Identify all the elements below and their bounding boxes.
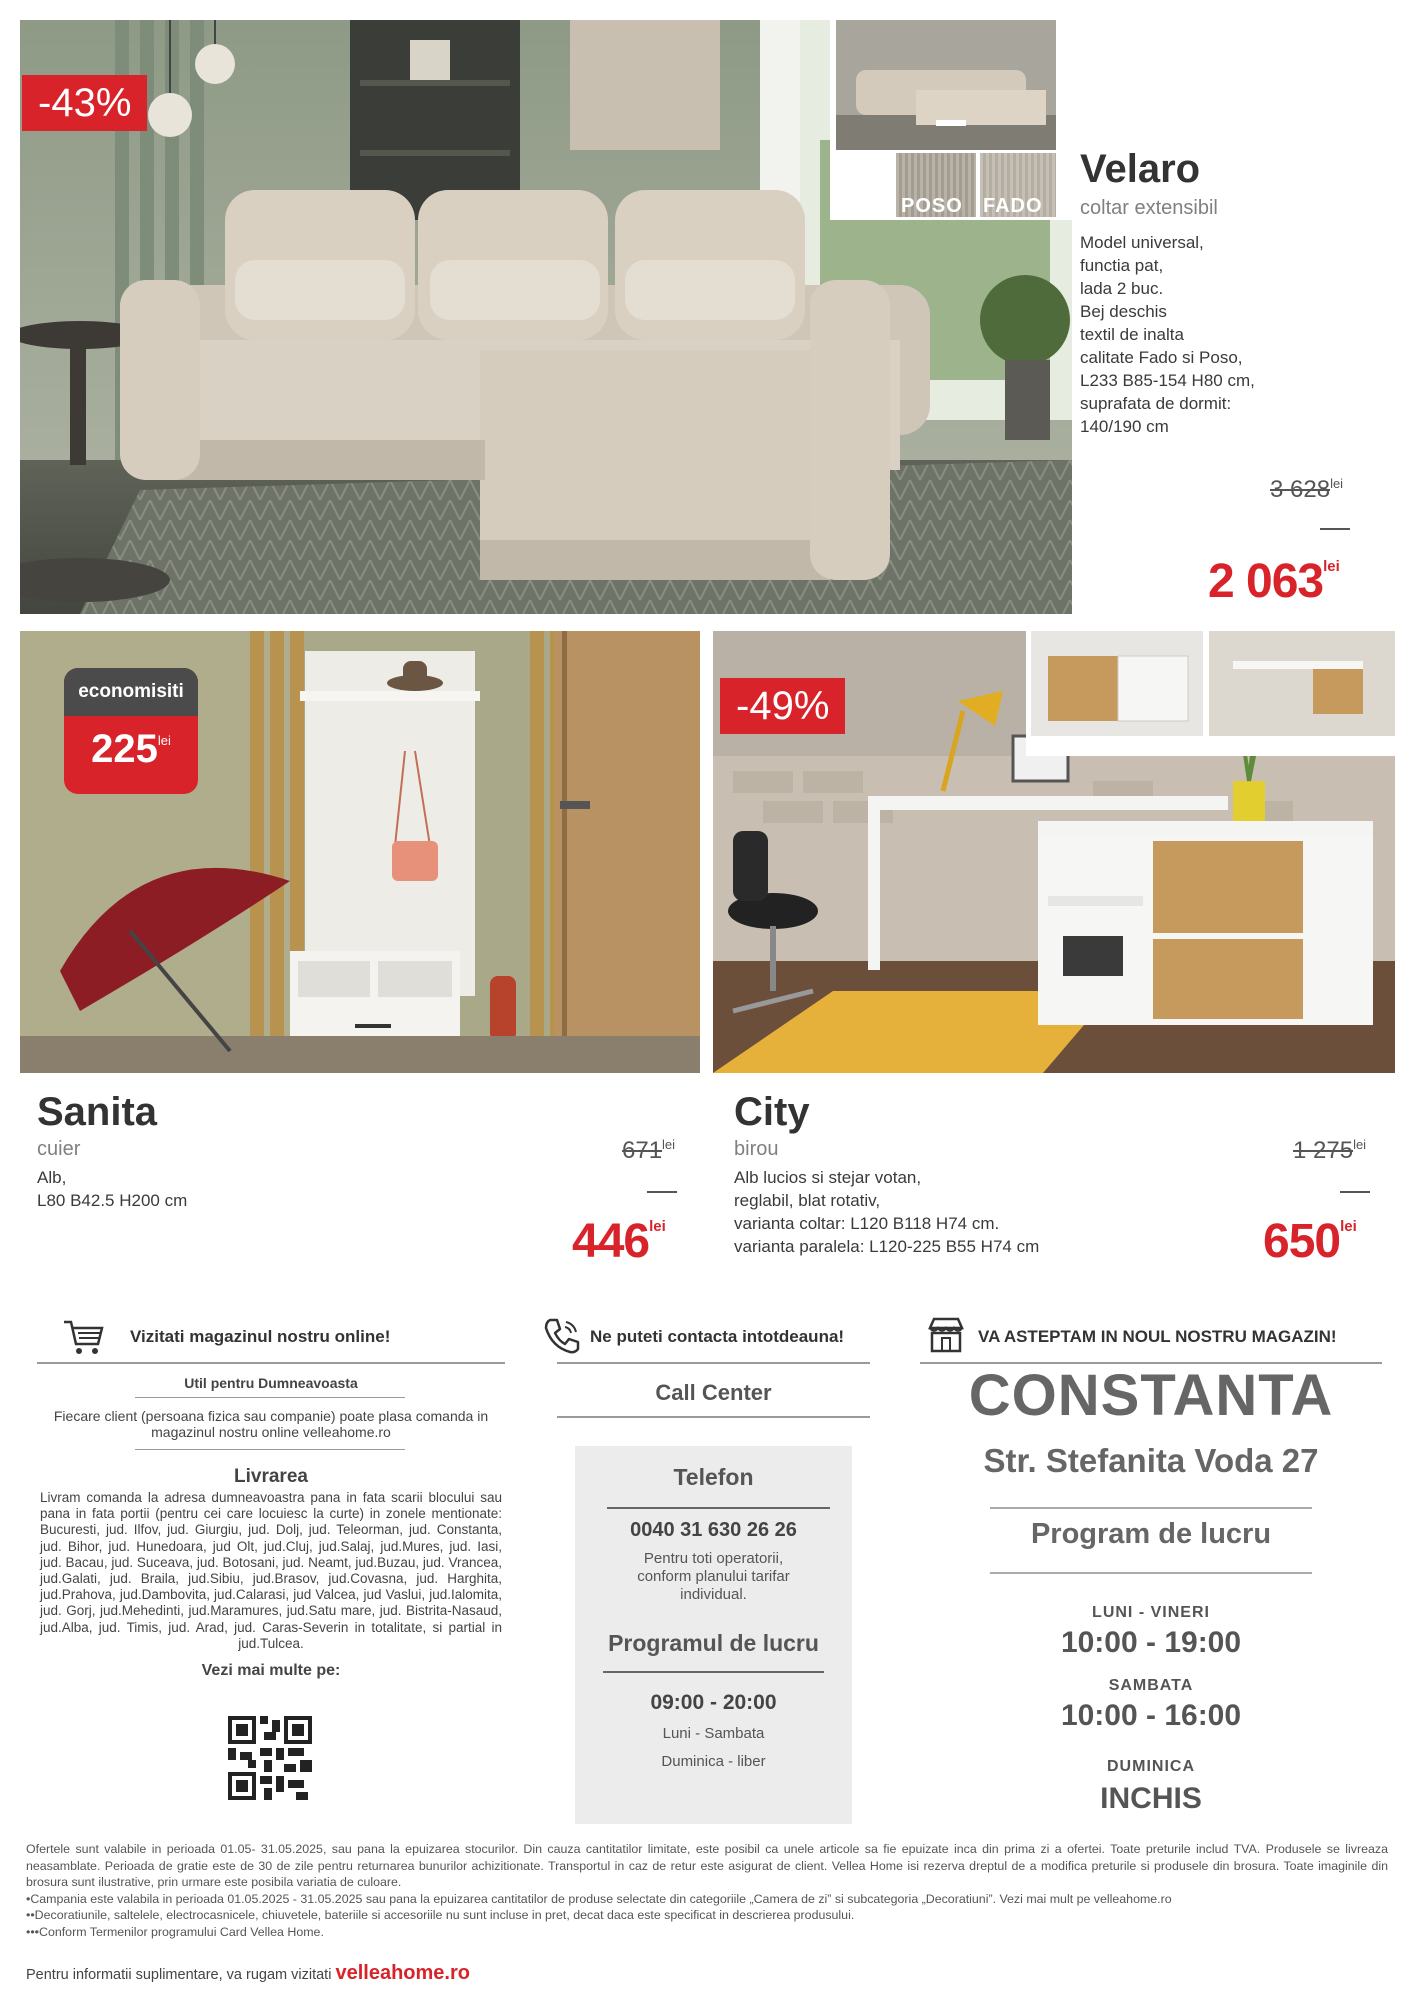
store-icon: [926, 1316, 966, 1354]
sanita-savings-label: economisiti: [64, 668, 198, 716]
contact-divider: [557, 1362, 870, 1364]
legal-text: [26, 1841, 1388, 1940]
sanita-savings-badge: [64, 668, 198, 794]
sanita-savings-amount: $225^{lei}$: [91, 727, 171, 771]
contact-hours-title: Programul de lucru: [608, 1630, 819, 1656]
velaro-price-divider: [1320, 528, 1350, 530]
city-price-divider: [1340, 1191, 1370, 1193]
legal-main: Ofertele sunt valabile in perioada 01.05- 31.05.2025, sau pana la epuizarea stocurilor. Din cauza cantitatilor limitate, este posibil ca unele articole sa fie epuizate inca din prima zi a ofertei. Toate preturile includ TVA. Produsele se livreaza neasamblate. Perioada de gratie este de 30 de zile pentru returnarea bunurilor achizitionate. Transportul in caz de retur este asigurat de client. Vellea Home isi rezerva dreptul de a modifica preturile si produsele din brosura. Toate imaginile din brosura sunt ilustrative, prin urmare este posibila variatia de culoare.: [26, 1842, 1388, 1889]
contact-heading: Ne puteti contacta intotdeauna!: [590, 1327, 845, 1346]
city-description: Alb lucios si stejar votan, reglabil, blat rotativ, varianta coltar: L120 B118 H74 cm. varianta paralela: L120-225 B55 H74 cm: [734, 1168, 1040, 1256]
contact-sunday: Duminica - liber: [661, 1753, 766, 1770]
phone-divider: [607, 1507, 830, 1509]
qr-code-icon[interactable]: [228, 1716, 312, 1800]
store-program-title: Program de lucru: [1030, 1518, 1272, 1550]
sanita-type: cuier: [37, 1138, 81, 1160]
online-subdivider-2: [135, 1449, 405, 1450]
online-subdivider: [135, 1397, 405, 1398]
sanita-title: Sanita: [37, 1090, 158, 1134]
store-weekday-label: LUNI - VINERI: [1092, 1604, 1210, 1621]
contact-info-box: [575, 1446, 852, 1824]
store-heading: VA ASTEPTAM IN NOUL NOSTRU MAGAZIN!: [978, 1327, 1337, 1346]
city-new-price: 650lei: [1263, 1215, 1357, 1268]
legal-note-2: ••Decoratiunile, saltelele, electrocasnicele, chiuvetele, bateriile si accesoriile nu sunt incluse in pret, decat daca este specificat in descrierea produsului.: [26, 1908, 855, 1922]
delivery-title: Livrarea: [234, 1466, 308, 1487]
call-center-divider: [557, 1416, 870, 1418]
store-address: Str. Stefanita Voda 27: [983, 1442, 1319, 1479]
velaro-bed-illustration: [836, 20, 1056, 150]
online-text: Fiecare client (persoana fizica sau companie) poate plasa comanda in magazinul nostru online velleahome.ro: [53, 1408, 489, 1440]
velaro-description: Model universal, functia pat, lada 2 buc. Bej deschis textil de inalta calitate Fado si Poso, L233 B85-154 H80 cm, suprafata de dormit: 140/190 cm: [1080, 233, 1255, 436]
footer-text: Pentru informatii suplimentare, va rugam vizitati: [26, 1967, 332, 1983]
online-divider: [37, 1362, 505, 1364]
phone-note: Pentru toti operatorii, conform planului tarifar individual.: [637, 1550, 790, 1603]
phone-title: Telefon: [673, 1464, 754, 1490]
store-weekday-hours: 10:00 - 19:00: [1060, 1626, 1242, 1659]
velaro-new-price: 2 063lei: [1208, 555, 1340, 608]
city-discount-badge: -49%: [720, 678, 845, 734]
store-sunday-label: DUMINICA: [1107, 1758, 1195, 1775]
store-program-divider: [990, 1572, 1312, 1574]
velaro-thumbnail: [836, 20, 1056, 150]
city-old-price: 1 $275^{lei}$: [1293, 1137, 1367, 1164]
online-heading: Vizitati magazinul nostru online!: [130, 1327, 391, 1346]
delivery-text: Livram comanda la adresa dumneavoastra pana in fata scarii blocului sau pana in fata portii (pentru cei care locuiesc la curte) in zonele mentionate: Bucuresti, jud. Ilfov, jud. Giurgiu, jud. Dolj, jud. Teleorman, jud. Constanta, jud. Bihor, jud. Hunedoara, jud Olt, jud.Cluj, jud.Salaj, jud.Mures, jud. Iasi, jud. Bacau, jud. Suceava, jud. Botosani, jud. Neamt, jud.Buzau, jud. Vrancea, jud.Galati, jud. Braila, jud.Sibiu, jud.Brasov, jud.Covasna, jud. Harghita, jud.Prahova, jud.Dambovita, jud.Calarasi, jud Valcea, jud Vaslui, jud.Ialomita, jud. Gorj, jud.Mehedinti, jud.Maramures, jud.Satu mare, jud. Bistrita-Nasaud, jud.Alba, jud. Timis, jud. Arad, jud. Caras-Severin in totalitate, si partial in jud.Tulcea.: [40, 1490, 502, 1651]
see-more-label: Vezi mai multe pe:: [201, 1662, 341, 1679]
velaro-type: coltar extensibil: [1080, 197, 1218, 219]
footer-line: [26, 1962, 470, 1985]
legal-note-1: •Campania este valabila in perioada 01.05.2025 - 31.05.2025 sau pana la epuizarea cantitatilor de produse selectate din categoriile „Camera de zi” si subcategoria „Decoratiuni”. Vezi mai mult pe velleahome.ro: [26, 1891, 1172, 1906]
contact-hours: 09:00 - 20:00: [650, 1691, 777, 1714]
store-saturday-label: SAMBATA: [1108, 1677, 1194, 1694]
swatch-fado-label: FADO: [983, 195, 1043, 217]
call-center-label: Call Center: [655, 1380, 772, 1405]
velaro-title: Velaro: [1080, 147, 1201, 191]
swatch-poso-label: POSO: [901, 195, 963, 217]
store-sunday-status: INCHIS: [1100, 1782, 1202, 1815]
legal-note-3: •••Conform Termenilor programului Card Vellea Home.: [26, 1924, 324, 1939]
sanita-old-price: $671^{lei}$: [622, 1137, 676, 1164]
phone-icon: [542, 1316, 582, 1356]
sanita-new-price: 446lei: [572, 1215, 666, 1268]
online-subheading: Util pentru Dumneavoasta: [184, 1375, 358, 1391]
velaro-discount-badge: -43%: [22, 75, 147, 131]
store-city: CONSTANTA: [968, 1363, 1334, 1428]
footer-link[interactable]: velleahome.ro: [335, 1962, 470, 1984]
sanita-price-divider: [647, 1191, 677, 1193]
velaro-old-price: 3 $628^{lei}$: [1270, 476, 1344, 503]
contact-days: Luni - Sambata: [662, 1725, 765, 1742]
sanita-description: Alb, L80 B42.5 H200 cm: [37, 1168, 188, 1210]
store-saturday-hours: 10:00 - 16:00: [1060, 1699, 1242, 1732]
shopping-cart-icon: [62, 1318, 104, 1356]
phone-number[interactable]: 0040 31 630 26 26: [630, 1519, 797, 1541]
contact-hours-divider: [603, 1671, 824, 1673]
store-address-divider: [990, 1507, 1312, 1509]
city-type: birou: [734, 1138, 779, 1160]
city-title: City: [734, 1090, 810, 1134]
